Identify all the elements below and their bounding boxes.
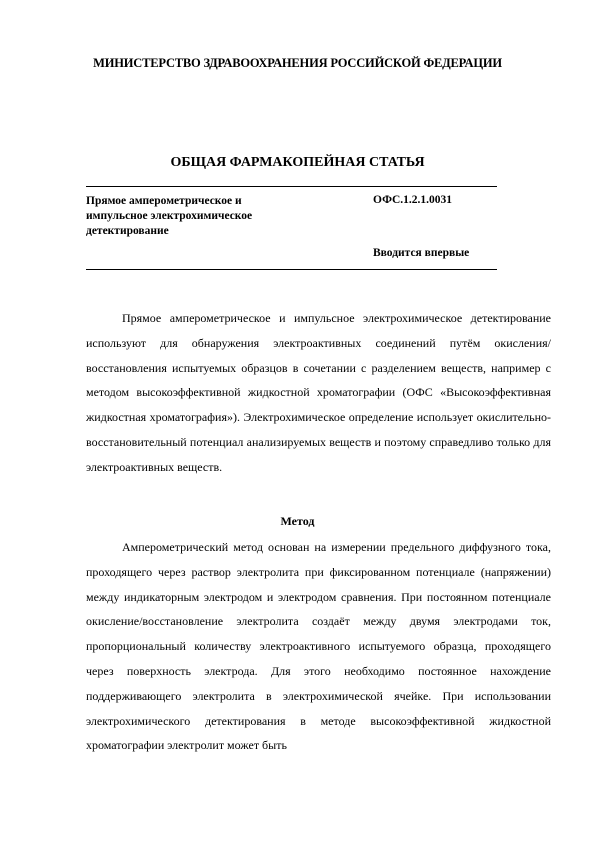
method-heading: Метод [280, 514, 315, 528]
article-code: ОФС.1.2.1.0031 [373, 194, 453, 206]
status-note: Вводится впервые [373, 247, 470, 259]
intro-paragraph: Прямое амперометрическое и импульсное электрохимическое детектирование используют для обнаружения электроактивных соединений путём окисления/восстановления испытуемых образцов в сочетании с разделением веществ, например с методом высокоэффективной жидкостной хроматографии (ОФС «Высокоэффективная жидкостная хроматография»). Электрохимическое определение использует окислительно-восстановительный потенциал анализируемых веществ и поэтому справедливо только для электроактивных веществ. [86, 311, 551, 474]
ministry-header: МИНИСТЕРСТВО ЗДРАВООХРАНЕНИЯ РОССИЙСКОЙ ФЕДЕРАЦИИ [93, 56, 502, 70]
document-type-title: ОБЩАЯ ФАРМАКОПЕЙНАЯ СТАТЬЯ [170, 155, 425, 170]
bottom-divider [86, 269, 497, 270]
method-paragraph: Амперометрический метод основан на измерении предельного диффузного тока, проходящего через раствор электролита при фиксированном потенциале (напряжении) между индикаторным электродом и электродом сравнения. При постоянном потенциале окисление/восстановление электролита создаёт между двумя электродами ток, пропорциональный количеству электроактивного испытуемого образца, проходящего через поверхность электрода. Для этого необходимо постоянное нахождение поддерживающего электролита в электрохимической ячейке. При использовании электрохимического детектирования в методе высокоэффективной жидкостной хроматографии электролит может быть [86, 540, 551, 753]
article-subject: Прямое амперометрическое и импульсное электрохимическое детектирование [86, 195, 253, 237]
top-divider [86, 186, 497, 187]
